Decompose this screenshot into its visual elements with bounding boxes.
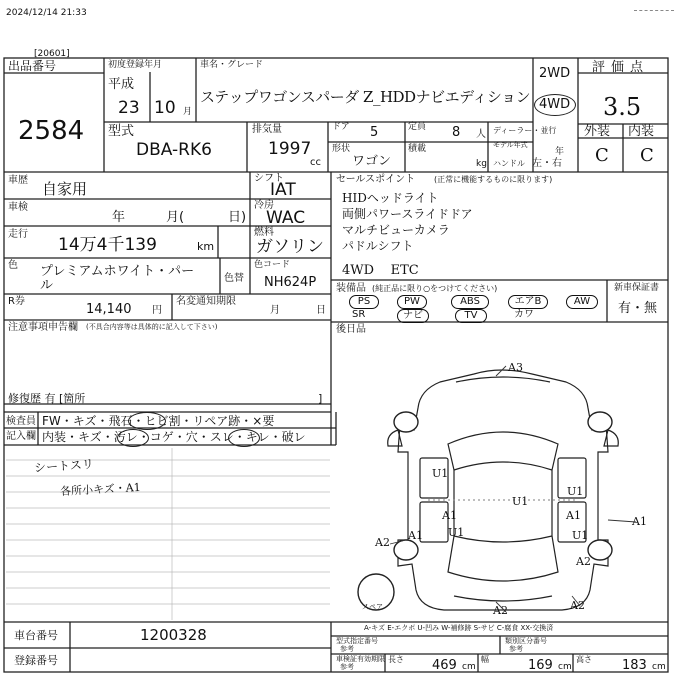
mileage-label: 走行 [8, 229, 28, 240]
damage-mark: A3 [508, 361, 523, 374]
displacement-value: 1997 [268, 139, 312, 159]
chassis-value: 1200328 [140, 626, 207, 644]
equipment-sub: (純正品に限り○をつけてください) [372, 284, 498, 293]
handwritten-note: シートスリ [33, 456, 95, 476]
score-label: 評価点 [592, 60, 650, 75]
equip-aw-badge: AW [566, 295, 598, 309]
drive-2wd: 2WD [539, 66, 571, 81]
selling-point-item: パドルシフト [342, 239, 414, 253]
mileage-value: 14万4千139 [58, 235, 157, 255]
selling-point-item: 両側パワースライドドア [342, 207, 473, 221]
chassis-label: 車台番号 [14, 629, 58, 642]
doors-value: 5 [370, 125, 379, 140]
damage-mark: U1 [448, 526, 465, 539]
body-type-value: ワゴン [352, 154, 392, 169]
damage-mark: U1 [512, 495, 529, 508]
length-value: 469 [432, 658, 457, 673]
inspector-row2: 内装・キズ・汚レ・コゲ・穴・スレ・キレ・破レ [42, 430, 306, 444]
class-label: 類別区分番号 [505, 637, 547, 645]
width-value: 169 [528, 658, 553, 673]
displacement-unit: cc [310, 157, 321, 168]
selling-points-label: セールスポイント [336, 174, 416, 185]
equip-leather: カワ [514, 309, 534, 320]
stain-circle [117, 429, 149, 447]
color-value-line2: ル [40, 278, 54, 293]
shift-value: IAT [270, 180, 296, 200]
selling-points-sub: (正常に機能するものに限ります) [434, 175, 553, 184]
seats-value: 8 [452, 125, 461, 140]
equipment-label: 装備品 [336, 283, 366, 294]
model-value: DBA-RK6 [136, 140, 212, 160]
load-unit: kg [476, 159, 487, 169]
reg-expiry-ref: 参考 [340, 663, 354, 671]
equip-tv-badge: TV [455, 309, 487, 323]
length-unit: cm [462, 662, 476, 672]
seats-unit: 人 [476, 129, 486, 140]
ac-label: 冷房 [254, 200, 274, 211]
class-ref: 参考 [509, 645, 523, 653]
flying-stone-circle [128, 412, 166, 430]
shift-label: シフト [254, 173, 284, 184]
load-label: 積載 [408, 144, 427, 154]
model-year-label: モデル年式 [493, 141, 528, 149]
damage-mark: A2 [570, 599, 585, 612]
name-change-month: 月 [270, 305, 280, 316]
length-label: 長さ [388, 655, 404, 664]
selling-point-item: マルチビューカメラ [342, 223, 450, 237]
inspector-row1-label: 検査員 [6, 416, 36, 427]
damage-mark: U1 [432, 467, 449, 480]
score-value: 3.5 [603, 93, 642, 121]
first-reg-year: 23 [118, 98, 140, 118]
car-name-label: 車名・グレード [200, 60, 264, 70]
damage-mark: A2 [375, 536, 390, 549]
equip-sr: SR [352, 309, 366, 320]
fuel-value: ガソリン [256, 237, 324, 257]
score-int-value: C [640, 145, 654, 166]
notes-label: 注意事項申告欄 [8, 322, 78, 333]
first-reg-era: 平成 [108, 77, 135, 92]
spare-label: スペア [362, 603, 383, 611]
drive-4wd-circle [534, 94, 576, 116]
doors-label: ドア [332, 122, 350, 132]
equip-ps-badge: PS [349, 295, 379, 309]
dealer-label: ディーラー・並行 [493, 126, 557, 135]
color-code-label: 色コード [254, 260, 291, 270]
first-reg-month-unit: 月 [183, 107, 193, 117]
handle-label: ハンドル [493, 159, 525, 168]
drive-4wd: 4WD [539, 97, 571, 112]
warranty-value: 有・無 [618, 301, 658, 316]
color-label: 色 [8, 260, 18, 271]
selling-point-item: HIDヘッドライト [342, 191, 439, 205]
history-value: 自家用 [42, 180, 88, 198]
type-spec-label: 型式指定番号 [336, 637, 378, 645]
inspection-label: 車検 [8, 202, 28, 213]
inspector-row1: FW・キズ・飛石・ヒビ割・リペア跡・×要 [42, 414, 275, 428]
recycle-label: R券 [8, 296, 25, 307]
ac-value: WAC [266, 208, 306, 228]
color-value-line1: プレミアムホワイト・パー [40, 264, 195, 279]
lot-number: 2584 [18, 116, 85, 146]
color-change-label: 色替 [224, 273, 244, 284]
damage-legend: A-キズ E-エクボ U-凹み W-補修跡 S-サビ C-腐食 XX-交換済 [364, 624, 554, 632]
car-damage-diagram [336, 360, 668, 622]
repair-close: ] [318, 392, 323, 405]
score-int-label: 内装 [628, 124, 655, 139]
scuff-circle [228, 429, 260, 447]
equip-pw-badge: PW [397, 295, 427, 309]
body-type-label: 形状 [332, 144, 351, 154]
inspector-row2-label: 記入欄 [6, 431, 36, 442]
first-reg-label: 初度登録年月 [108, 60, 163, 70]
damage-mark: A1 [408, 529, 423, 542]
equip-airbag-badge: エアB [508, 295, 548, 309]
repair-label: 修復歴 有 [箇所 [8, 392, 86, 405]
car-name-value: ステップワゴンスパーダ Z_HDDナビエディション [200, 88, 531, 106]
reg-expiry-label: 車検証有効期限 [336, 655, 385, 663]
height-value: 183 [622, 658, 647, 673]
lot-label: 出品番号 [8, 59, 57, 73]
timestamp: 2024/12/14 21:33 [6, 8, 87, 18]
displacement-label: 排気量 [252, 124, 282, 135]
inspection-day: 日) [228, 210, 247, 225]
height-label: 高さ [576, 655, 592, 664]
damage-mark: U1 [572, 529, 589, 542]
after-market-label: 後日品 [336, 324, 366, 335]
width-unit: cm [558, 662, 572, 672]
score-ext-label: 外装 [584, 124, 611, 139]
damage-mark: A1 [442, 509, 457, 522]
model-year-unit: 年 [555, 147, 565, 157]
score-ext-value: C [595, 145, 609, 166]
model-label: 型式 [108, 124, 135, 139]
inspection-month: 月( [166, 210, 185, 225]
reg-no-label: 登録番号 [14, 654, 58, 667]
inspection-year: 年 [112, 210, 126, 225]
handwritten-note: 各所小キズ・A1 [59, 480, 142, 499]
damage-mark: A2 [493, 604, 508, 617]
damage-mark: A1 [566, 509, 581, 522]
damage-mark: A2 [576, 555, 591, 568]
handle-value: 左・右 [532, 158, 562, 169]
name-change-day: 日 [316, 305, 326, 316]
mileage-unit: km [197, 240, 215, 253]
recycle-value: 14,140 [86, 302, 132, 317]
height-unit: cm [652, 662, 666, 672]
recycle-unit: 円 [152, 305, 162, 316]
lot-code: [20601] [34, 49, 70, 59]
seats-label: 定員 [408, 122, 427, 132]
fuel-label: 燃料 [254, 227, 274, 238]
width-label: 幅 [481, 655, 489, 664]
type-spec-ref: 参考 [340, 645, 354, 653]
equip-abs-badge: ABS [451, 295, 489, 309]
selling-point-item: 4WD ETC [342, 263, 419, 278]
damage-mark: A1 [632, 515, 647, 528]
damage-mark: U1 [567, 485, 584, 498]
history-label: 車歴 [8, 175, 28, 186]
first-reg-month: 10 [154, 98, 176, 118]
warranty-label: 新車保証書 [614, 283, 660, 293]
equip-navi-badge: ナビ [397, 309, 429, 323]
notes-sub: (不具合内容等は具体的に記入して下さい) [86, 323, 218, 331]
color-code-value: NH624P [264, 275, 317, 290]
name-change-label: 名変通知期限 [176, 296, 236, 307]
